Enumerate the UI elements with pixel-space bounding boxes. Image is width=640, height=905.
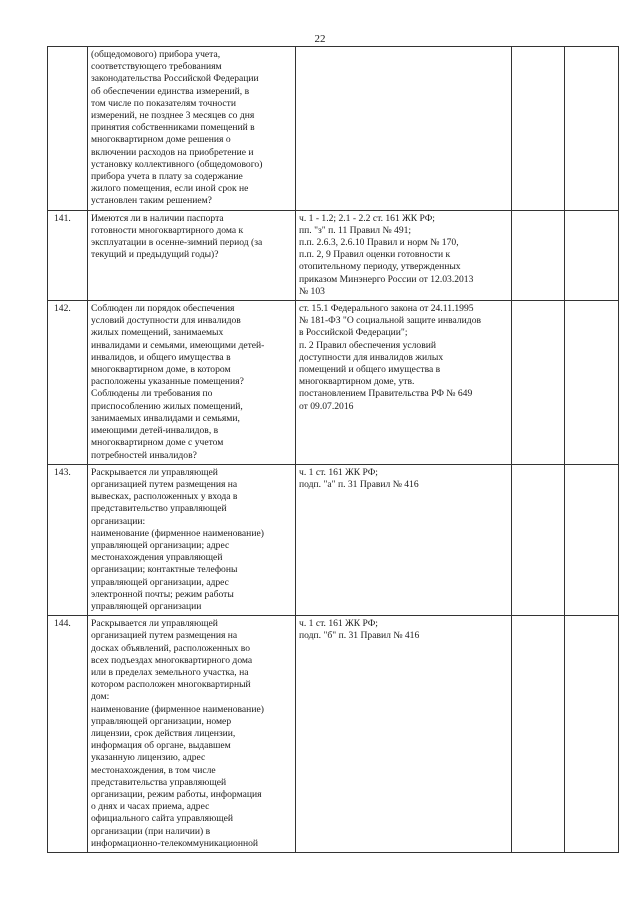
question-cell: Имеются ли в наличии паспорта готовности многоквартирного дома к эксплуатации в осенне-зимний период (за текущий и предыдущий годы)? (88, 210, 296, 300)
reference-cell: ст. 15.1 Федерального закона от 24.11.1995 № 181-ФЗ "О социальной защите инвалидов в Российской Федерации"; п. 2 Правил обеспечения условий доступности для инвалидов жилых помещений и общего имущества в многоквартирном доме, утв. постановлением Правительства РФ № 649 от 09.07.2016 (296, 301, 512, 465)
reference-cell: ч. 1 ст. 161 ЖК РФ; подп. "а" п. 31 Правил № 416 (296, 464, 512, 615)
row-number: 141. (48, 210, 88, 300)
empty-cell (565, 47, 619, 211)
reference-cell (296, 47, 512, 211)
empty-cell (512, 210, 565, 300)
row-number: 144. (48, 616, 88, 853)
table-row (48, 210, 619, 300)
question-cell: Раскрывается ли управляющей организацией путем размещения на досках объявлений, расположенных во всех подъездах многоквартирного дома или в пределах земельного участка, на котором расположен многоквартирный дом: наименование (фирменное наименование) управляющей организации, номер лицензии, срок действия лицензии, информация об органе, выдавшем указанную лицензию, адрес местонахождения, в том числе представительства управляющей организации, режим работы, информация о днях и часах приема, адрес официального сайта управляющей организации (при наличии) в информационно-телекоммуникационной (88, 616, 296, 853)
empty-cell (512, 464, 565, 615)
table-row (48, 301, 619, 465)
question-cell: (общедомового) прибора учета, соответствующего требованиям законодательства Российской Федерации об обеспечении единства измерений, в том числе по показателям точности измерений, не позднее 3 месяцев со дня принятия собственниками помещений в многоквартирном доме решения о включении расходов на приобретение и установку коллективного (общедомового) прибора учета в плату за содержание жилого помещения, если иной срок не установлен таким решением? (88, 47, 296, 211)
empty-cell (512, 47, 565, 211)
page-number: 22 (314, 33, 326, 45)
empty-cell (565, 301, 619, 465)
row-number: 143. (48, 464, 88, 615)
reference-cell: ч. 1 - 1.2; 2.1 - 2.2 ст. 161 ЖК РФ; пп. "з" п. 11 Правил № 491; п.п. 2.6.3, 2.6.10 Правил и норм № 170, п.п. 2, 9 Правил оценки готовности к отопительному периоду, утвержденных приказом Минэнерго России от 12.03.2013 № 103 (296, 210, 512, 300)
table-row (48, 616, 619, 853)
empty-cell (565, 616, 619, 853)
row-number: 142. (48, 301, 88, 465)
empty-cell (512, 301, 565, 465)
empty-cell (565, 210, 619, 300)
empty-cell (565, 464, 619, 615)
question-cell: Раскрывается ли управляющей организацией путем размещения на вывесках, расположенных у входа в представительство управляющей организации: наименование (фирменное наименование) управляющей организации; адрес местонахождения управляющей организации; контактные телефоны управляющей организации, адрес электронной почты; режим работы управляющей организации (88, 464, 296, 615)
table-row (48, 464, 619, 615)
row-number (48, 47, 88, 211)
checklist-table (47, 46, 619, 853)
table-row (48, 47, 619, 211)
empty-cell (512, 616, 565, 853)
question-cell: Соблюден ли порядок обеспечения условий доступности для инвалидов жилых помещений, занимаемых инвалидами и семьями, имеющими детей- инвалидов, и общего имущества в многоквартирном доме, в котором расположены указанные помещения? Соблюдены ли требования по приспособлению жилых помещений, занимаемых инвалидами и семьями, имеющими детей-инвалидов, в многоквартирном доме с учетом потребностей инвалидов? (88, 301, 296, 465)
reference-cell: ч. 1 ст. 161 ЖК РФ; подп. "б" п. 31 Правил № 416 (296, 616, 512, 853)
